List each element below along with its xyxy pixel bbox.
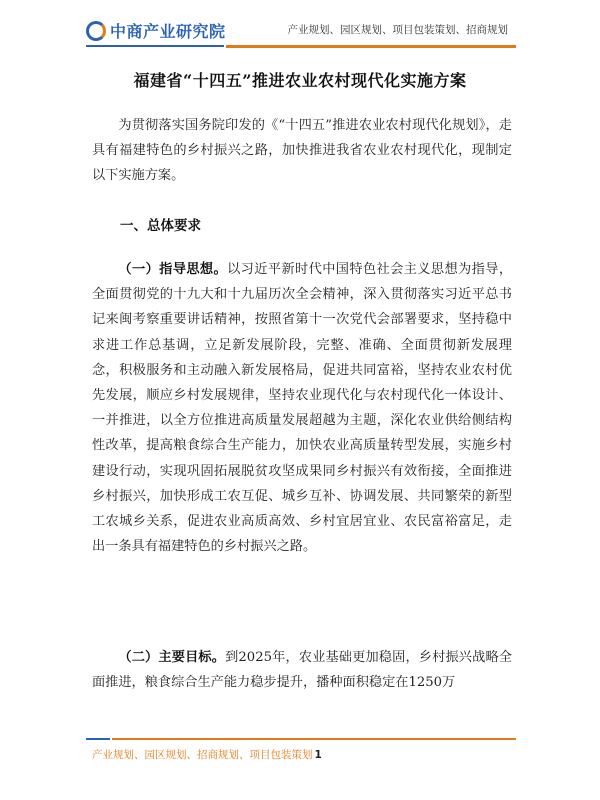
- page-number: 1: [314, 749, 322, 761]
- footer-divider-blue: [86, 738, 110, 740]
- main-goals-paragraph: [92, 645, 512, 695]
- document-title: 福建省“十四五”推进农业农村现代化实施方案: [133, 71, 467, 90]
- logo-text: 中商产业研究院: [110, 22, 226, 41]
- header-divider-blue: [86, 45, 224, 47]
- intro-paragraph: 为贯彻落实国务院印发的《“十四五”推进农业农村现代化规划》，走具有福建特色的乡村振兴之路，加快推进我省农业农村现代化，现制定以下实施方案。: [92, 118, 512, 184]
- footer-services: [92, 747, 322, 762]
- logo-ring-icon: [86, 21, 106, 41]
- company-logo: [86, 19, 226, 42]
- guiding-ideology-paragraph: [92, 257, 512, 559]
- page-footer: [0, 730, 600, 790]
- header-divider-orange: [226, 45, 516, 48]
- header-tagline: 产业规划、园区规划、项目包装策划、招商规划: [287, 24, 508, 36]
- footer-services-text: 产业规划、园区规划、招商规划、项目包装策划: [92, 749, 313, 761]
- guiding-ideology-body: 以习近平新时代中国特色社会主义思想为指导，全面贯彻党的十九大和十九届历次全会精神，深入贯彻落实习近平总书记来闽考察重要讲话精神，按照省第十一次党代会部署要求，坚持稳中求进工作总基调，立足新发展阶段，完整、准确、全面贯彻新发展理念，积极服务和主动融入新发展格局，促进共同富裕，坚持农业农村优先发展，顺应乡村发展规律，坚持农业现代化与农村现代化一体设计、一并推进，以全方位推进高质量发展超越为主题，深化农业供给侧结构性改革，提高粮食综合生产能力，加快农业高质量转型发展，实施乡村建设行动，实现巩固拓展脱贫攻坚成果同乡村振兴有效衔接，全面推进乡村振兴，加快形成工农互促、城乡互补、协调发展、共同繁荣的新型工农城乡关系，促进农业高质高效、乡村宜居宜业、农民富裕富足，走出一条具有福建特色的乡村振兴之路。: [92, 262, 513, 555]
- section-heading-general-requirements: 一、总体要求: [120, 218, 201, 234]
- guiding-ideology-lead: （一）指导思想。: [118, 262, 228, 277]
- page-header: [0, 0, 600, 50]
- footer-divider-orange: [112, 738, 516, 740]
- main-goals-body: 到2025年，农业基础更加稳固，乡村振兴战略全面推进，粮食综合生产能力稳步提升，播种面积稳定在1250万: [92, 650, 513, 691]
- main-goals-lead: （二）主要目标。: [118, 650, 226, 665]
